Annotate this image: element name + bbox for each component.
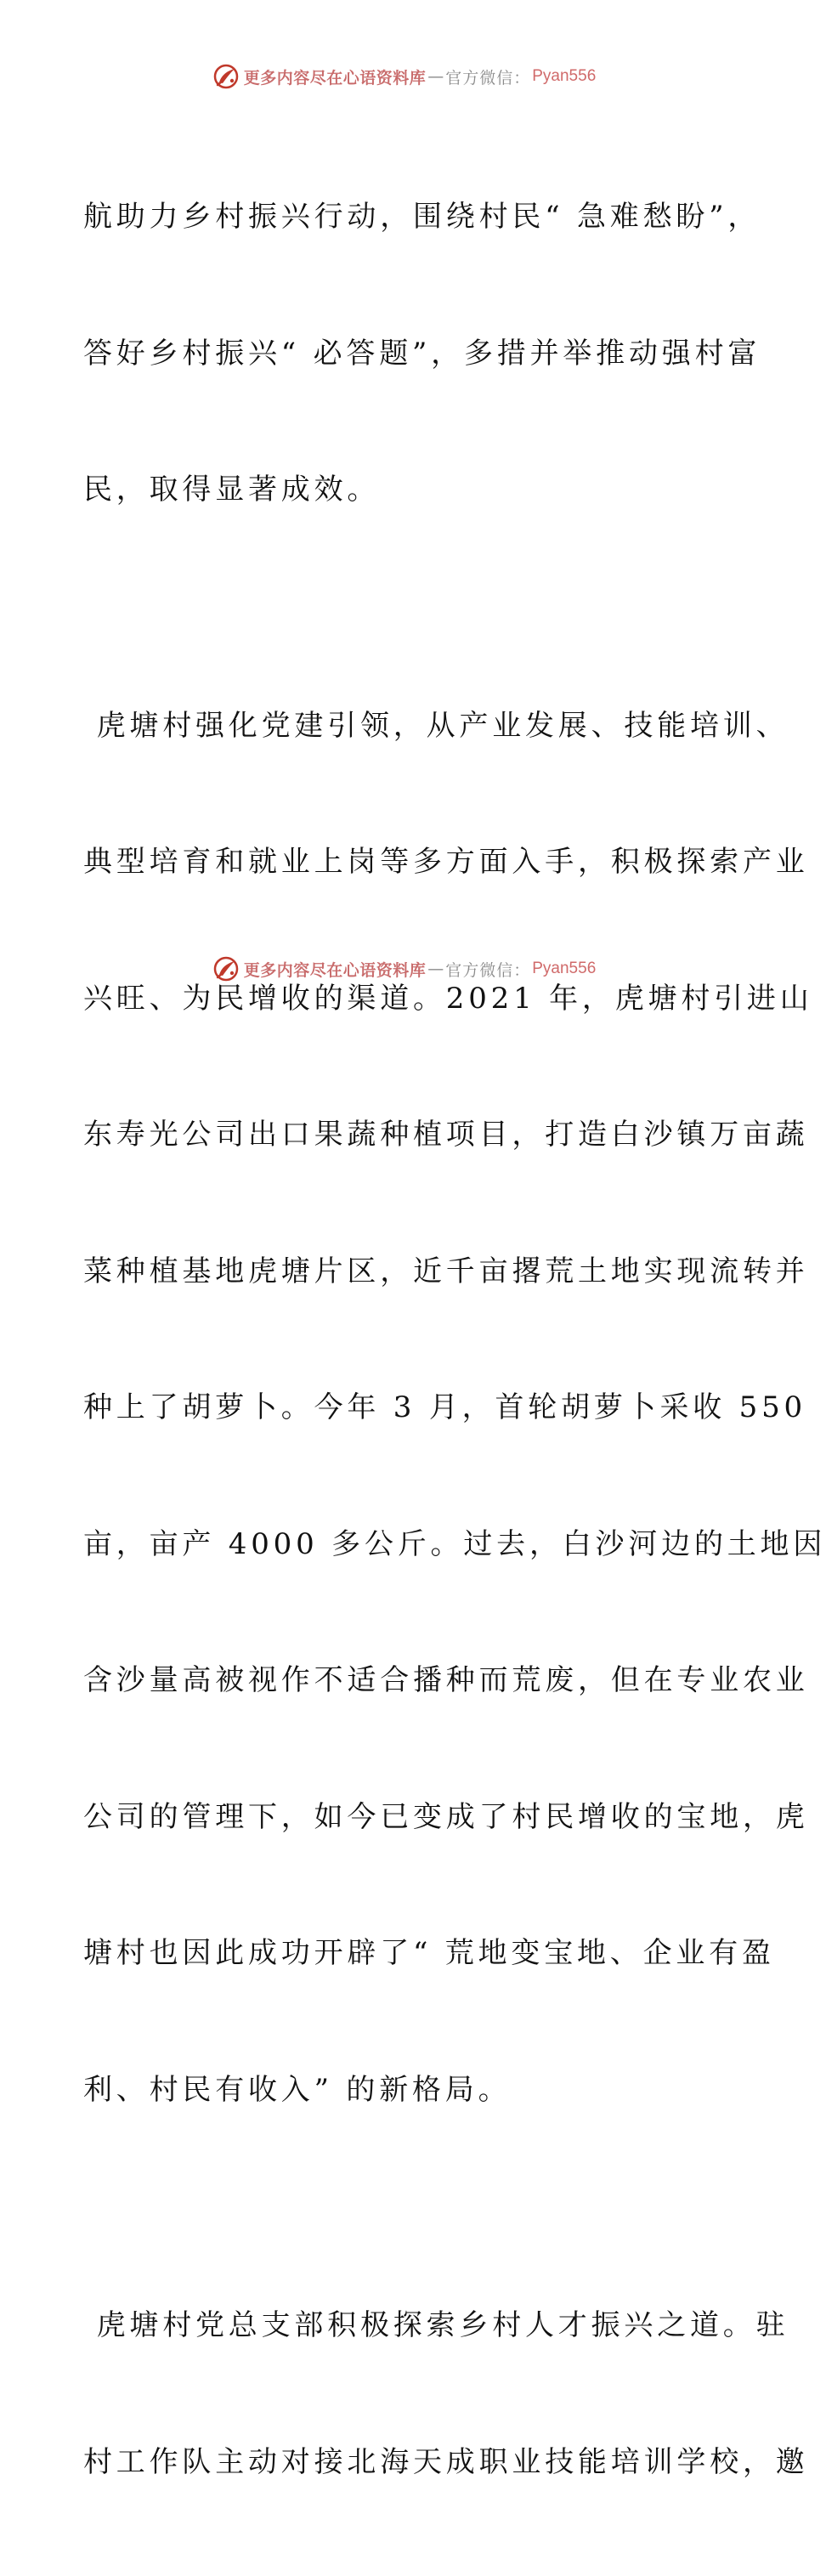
text-line: 兴旺、为民增收的渠道。2021 年，虎塘村引进山 [83, 981, 813, 1016]
text-line: 答好乡村振兴“ 必答题”，多措并举推动强村富 [83, 336, 761, 371]
header-watermark [0, 59, 807, 93]
footer-watermark [0, 952, 807, 986]
paragraph [83, 613, 826, 2205]
text-line: 亩，亩产 4000 多公斤。过去，白沙河边的土地因 [83, 1526, 826, 1561]
text-line: 塘村也因此成功开辟了“ 荒地变宝地、企业有盈 [83, 1936, 775, 1970]
text-line: 典型培育和就业上岗等多方面入手，积极探索产业 [83, 845, 809, 879]
text-line: 虎塘村党总支部积极探索乡村人才振兴之道。驻 [83, 2308, 789, 2342]
watermark-wechat-label: 官方微信： [445, 68, 531, 88]
text-line: 种上了胡萝卜。今年 3 月，首轮胡萝卜采收 550 [83, 1390, 806, 1424]
watermark-main-text: 更多内容尽在心语资料库 [243, 960, 427, 980]
paragraph [83, 2212, 809, 2576]
text-line: 公司的管理下，如今已变成了村民增收的宝地，虎 [83, 1799, 809, 1834]
watermark-wechat-id: Pyan556 [532, 67, 597, 85]
text-line: 虎塘村强化党建引领，从产业发展、技能培训、 [83, 708, 789, 743]
watermark-wechat-label: 官方微信： [445, 960, 531, 980]
text-line: 菜种植基地虎塘片区，近千亩撂荒土地实现流转并 [83, 1254, 809, 1288]
watermark-wechat-id: Pyan556 [532, 960, 597, 977]
watermark-separator: — [427, 960, 444, 978]
text-line: 民，取得显著成效。 [83, 473, 381, 507]
watermark-logo-icon [212, 62, 240, 91]
watermark-logo-icon [212, 954, 240, 983]
document-body [83, 104, 826, 2576]
text-line: 东寿光公司出口果蔬种植项目，打造白沙镇万亩蔬 [83, 1118, 809, 1152]
paragraph [83, 104, 761, 604]
watermark-separator: — [427, 67, 444, 86]
text-line: 航助力乡村振兴行动，围绕村民“ 急难愁盼”， [83, 200, 761, 234]
text-line: 利、村民有收入” 的新格局。 [83, 2072, 512, 2107]
watermark-main-text: 更多内容尽在心语资料库 [243, 68, 427, 88]
text-line: 含沙量高被视作不适合播种而荒废，但在专业农业 [83, 1663, 809, 1697]
text-line: 村工作队主动对接北海天成职业技能培训学校，邀 [83, 2444, 809, 2479]
